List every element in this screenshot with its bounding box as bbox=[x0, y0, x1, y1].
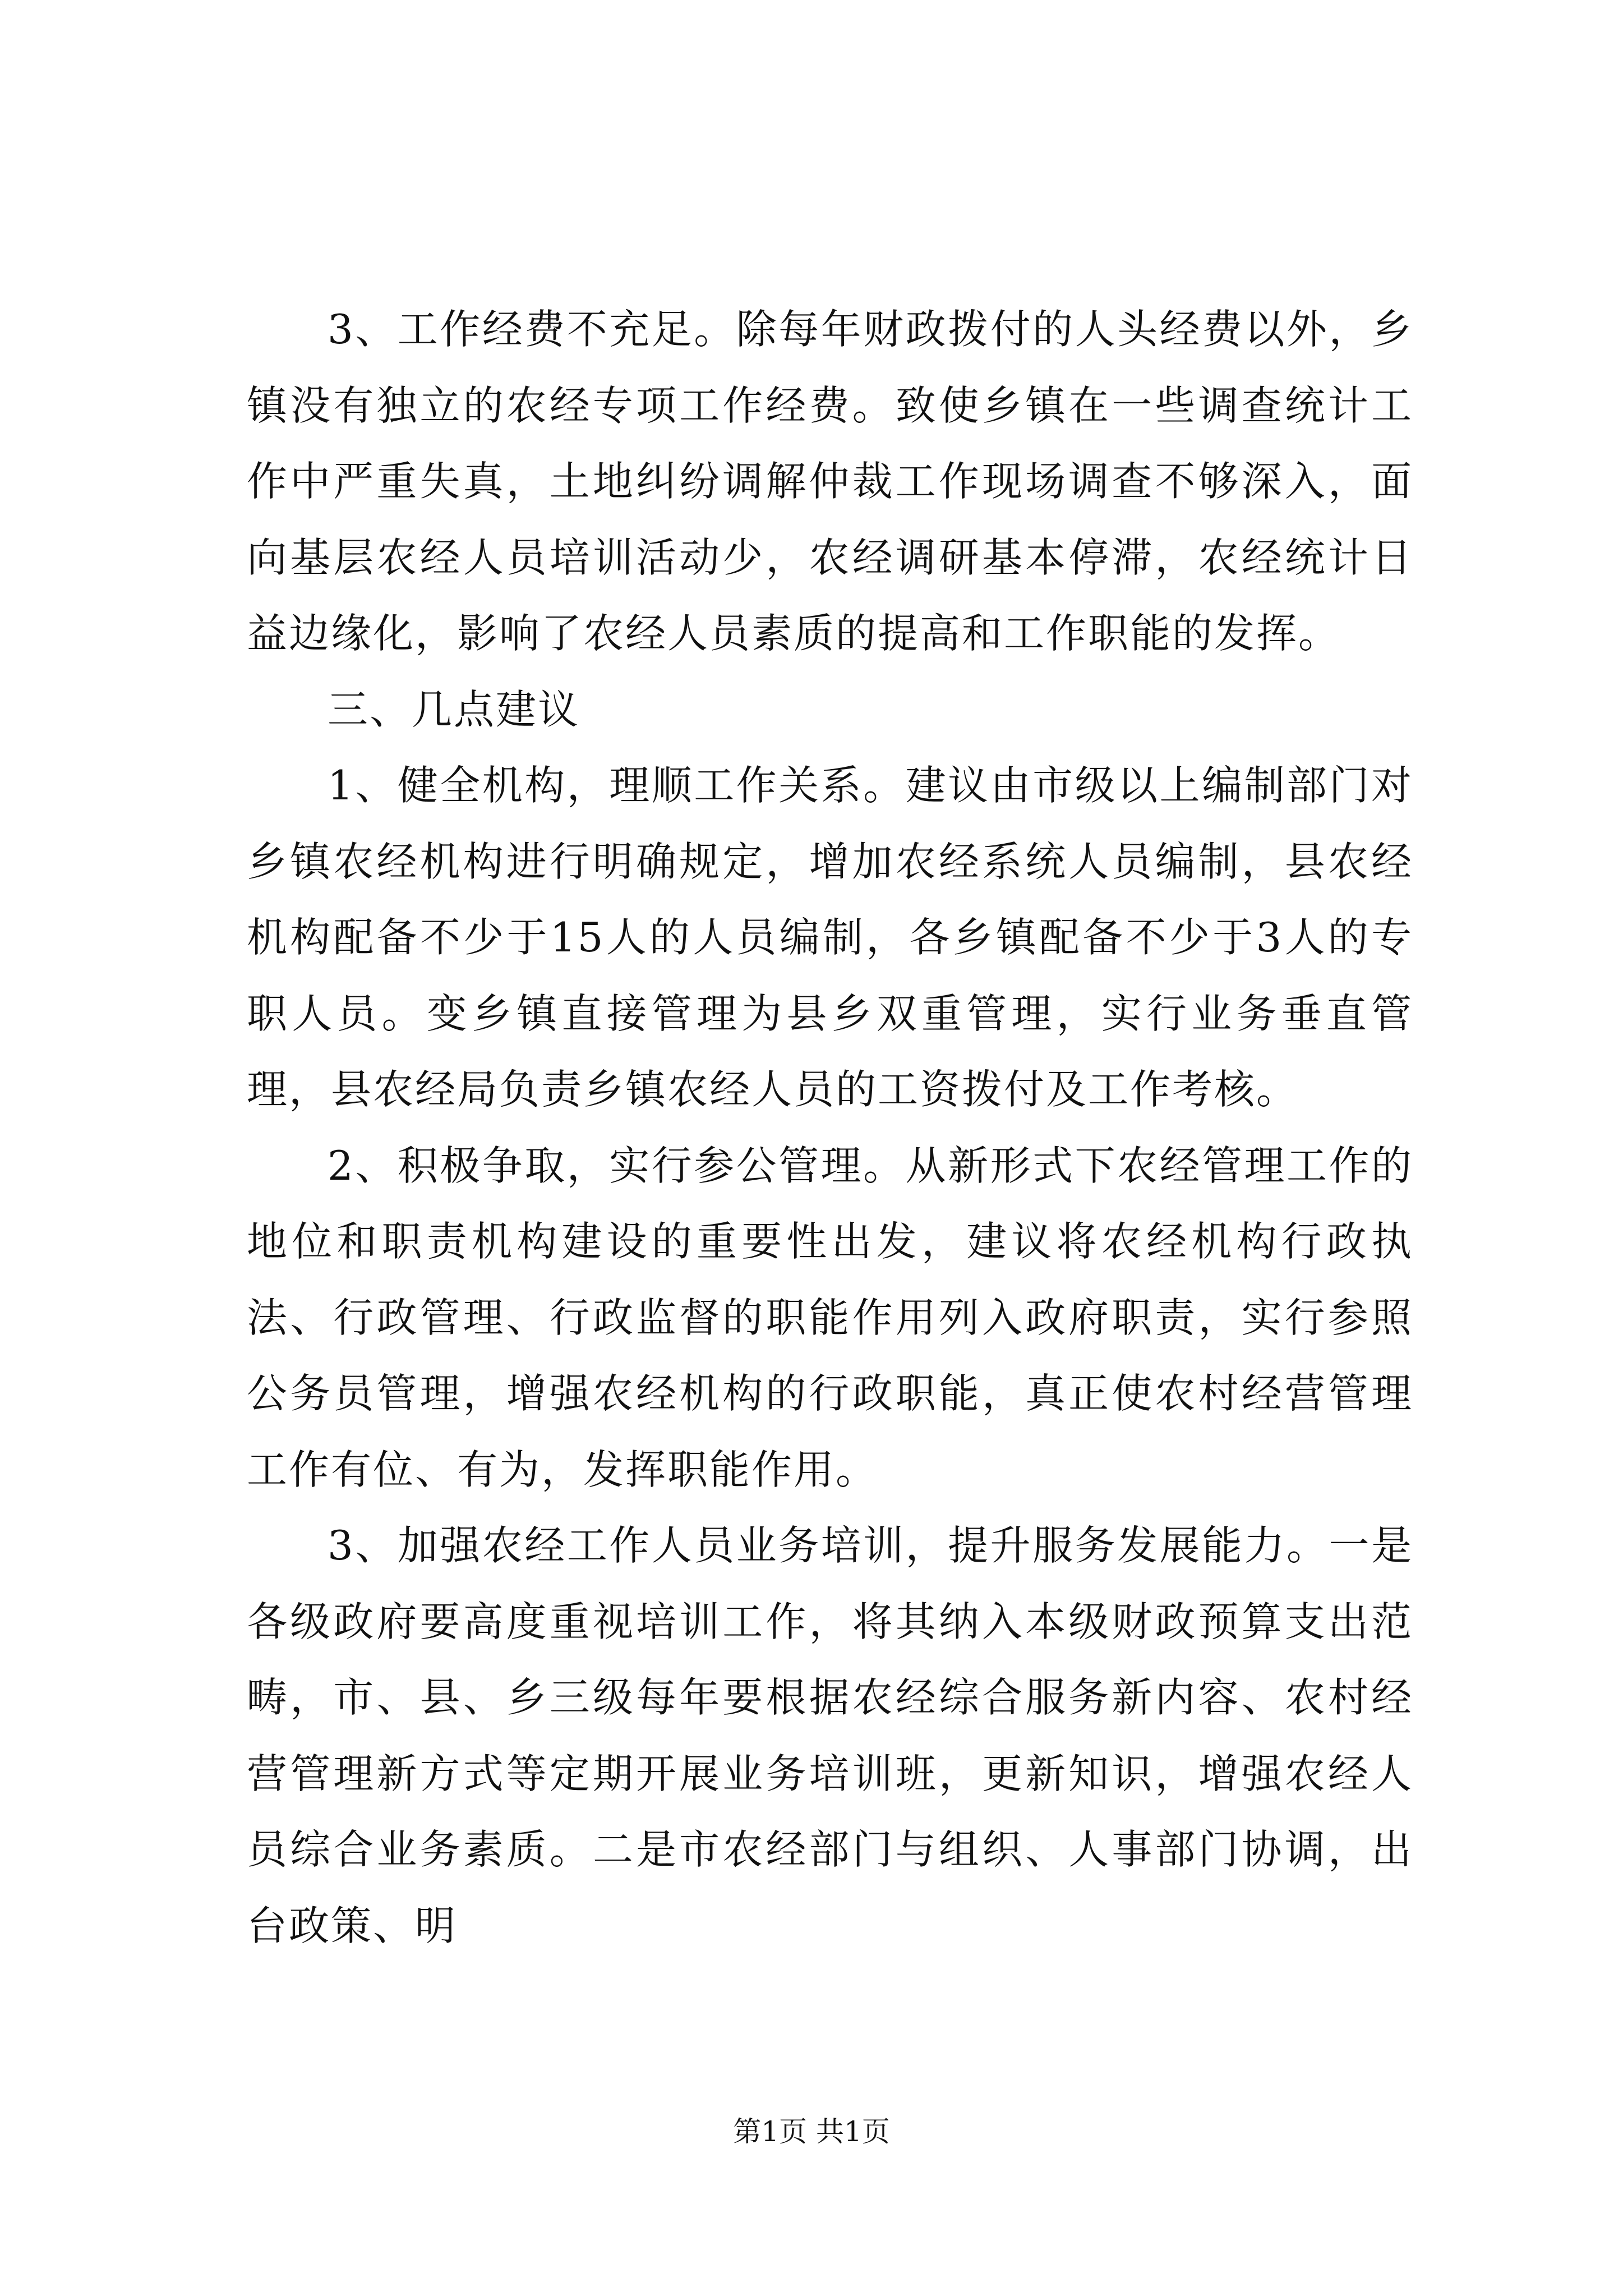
paragraph-work-funding: 3、工作经费不充足。除每年财政拨付的人头经费以外，乡镇没有独立的农经专项工作经费。致使乡镇在一些调查统计工作中严重失真，土地纠纷调解仲裁工作现场调查不够深入，面向基层农经人员培训活动少，农经调研基本停滞，农经统计日益边缘化，影响了农经人员素质的提高和工作职能的发挥。 bbox=[247, 306, 1413, 657]
section-heading-suggestions: 三、几点建议 bbox=[328, 685, 580, 733]
paragraph-suggestion-1: 1、健全机构，理顺工作关系。建议由市级以上编制部门对乡镇农经机构进行明确规定，增加农经系统人员编制，县农经机构配备不少于15人的人员编制，各乡镇配备不少于3人的专职人员。变乡镇直接管理为县乡双重管理，实行业务垂直管理，县农经局负责乡镇农经人员的工资拨付及工作考核。 bbox=[247, 762, 1413, 1113]
document-body bbox=[247, 292, 1413, 1964]
paragraph-suggestion-3: 3、加强农经工作人员业务培训，提升服务发展能力。一是各级政府要高度重视培训工作，将其纳入本级财政预算支出范畴，市、县、乡三级每年要根据农经综合服务新内容、农村经营管理新方式等定期开展业务培训班，更新知识，增强农经人员综合业务素质。二是市农经部门与组织、人事部门协调，出台政策、明 bbox=[247, 1522, 1413, 1949]
paragraph-suggestion-2: 2、积极争取，实行参公管理。从新形式下农经管理工作的地位和职责机构建设的重要性出发，建议将农经机构行政执法、行政管理、行政监督的职能作用列入政府职责，实行参照公务员管理，增强农经机构的行政职能，真正使农村经营管理工作有位、有为，发挥职能作用。 bbox=[247, 1142, 1413, 1493]
page-footer: 第1页 共1页 bbox=[733, 2115, 890, 2148]
